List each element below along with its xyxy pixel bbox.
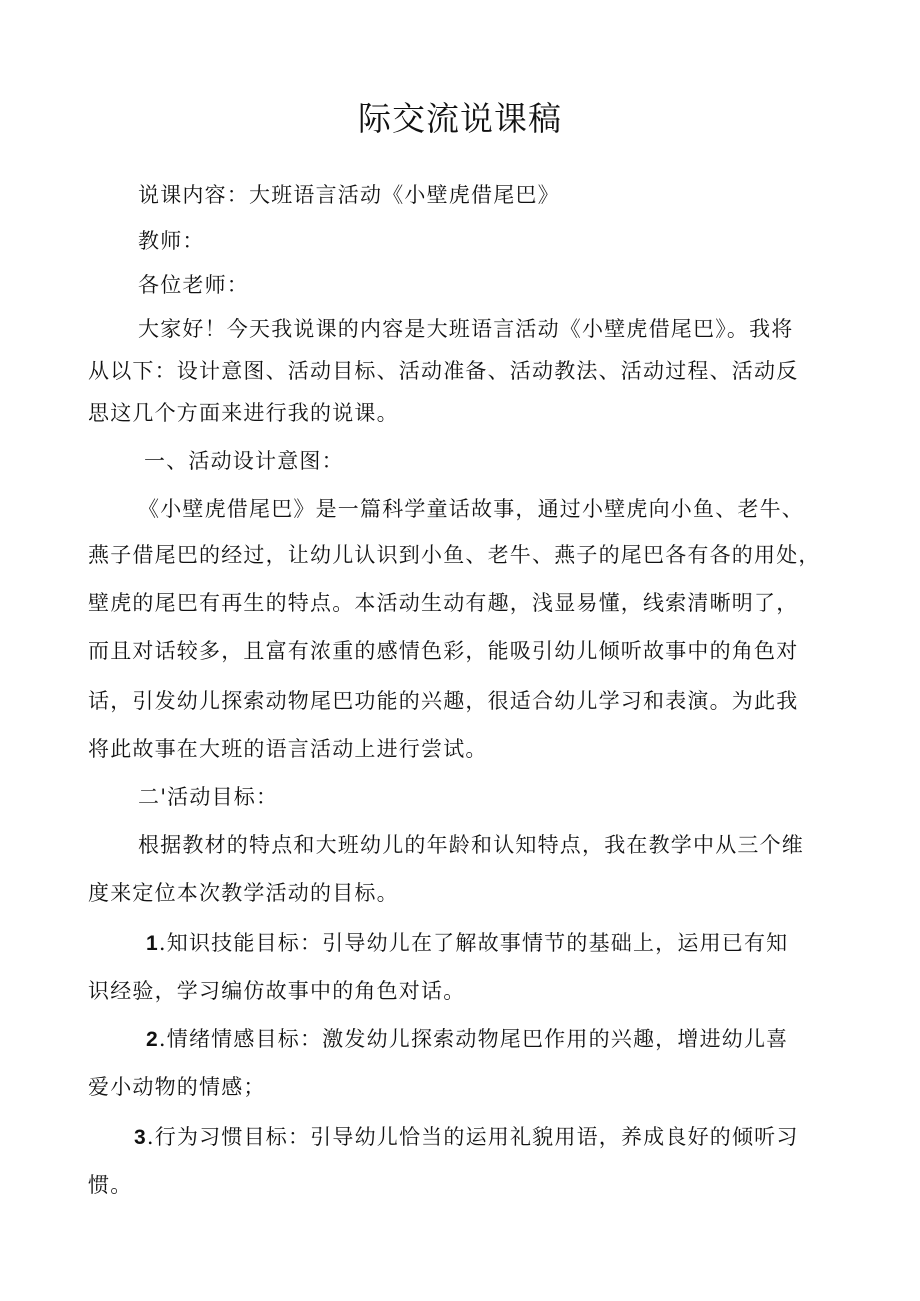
- goal1-number: 1: [146, 932, 159, 955]
- goal2-text: .情绪情感目标：激发幼儿探索动物尾巴作用的兴趣，增进幼儿喜: [158, 1027, 789, 1051]
- greeting-line: 各位老师：: [138, 273, 249, 297]
- section1-line-1: 《小壁虎借尾巴》是一篇科学童话故事，通过小壁虎向小鱼、老牛、: [138, 497, 804, 521]
- section1-line-6: 将此故事在大班的语言活动上进行尝试。: [88, 737, 488, 761]
- intro-line-3: 思这几个方面来进行我的说课。: [88, 401, 399, 425]
- goal2-number: 2: [146, 1028, 159, 1051]
- section2-heading: 二'活动目标：: [138, 785, 279, 809]
- goal1-text: .知识技能目标：引导幼儿在了解故事情节的基础上，运用已有知: [158, 931, 789, 955]
- lesson-content-line: 说课内容：大班语言活动《小壁虎借尾巴》: [138, 183, 560, 207]
- goal3-number: 3: [134, 1126, 147, 1149]
- goal3-line-1: [134, 1122, 799, 1153]
- goal3-text: .行为习惯目标：引导幼儿恰当的运用礼貌用语，养成良好的倾听习: [146, 1125, 799, 1149]
- goal1-line-2: 识经验，学习编仿故事中的角色对话。: [88, 979, 466, 1003]
- goal2-line-1: [146, 1024, 788, 1055]
- section2-line-1: 根据教材的特点和大班幼儿的年龄和认知特点，我在教学中从三个维: [138, 833, 804, 857]
- intro-line-1: 大家好！今天我说课的内容是大班语言活动《小壁虎借尾巴》。我将: [138, 317, 794, 341]
- intro-line-2: 从以下：设计意图、活动目标、活动准备、活动教法、活动过程、活动反: [88, 359, 799, 383]
- teacher-line: 教师：: [138, 229, 205, 253]
- goal2-line-2: 爱小动物的情感；: [88, 1075, 266, 1099]
- section1-heading: 一、活动设计意图：: [144, 449, 344, 473]
- goal3-line-2: 惯。: [88, 1173, 133, 1197]
- section2-line-2: 度来定位本次教学活动的目标。: [88, 881, 399, 905]
- section1-line-5: 话，引发幼儿探索动物尾巴功能的兴趣，很适合幼儿学习和表演。为此我: [88, 689, 799, 713]
- section1-line-2: 燕子借尾巴的经过，让幼儿认识到小鱼、老牛、燕子的尾巴各有各的用处，: [88, 543, 821, 567]
- page-title: 际交流说课稿: [358, 99, 562, 138]
- goal1-line-1: [146, 928, 788, 959]
- section1-line-3: 壁虎的尾巴有再生的特点。本活动生动有趣，浅显易懂，线索清晰明了，: [88, 591, 799, 615]
- section1-line-4: 而且对话较多，且富有浓重的感情色彩，能吸引幼儿倾听故事中的角色对: [88, 639, 799, 663]
